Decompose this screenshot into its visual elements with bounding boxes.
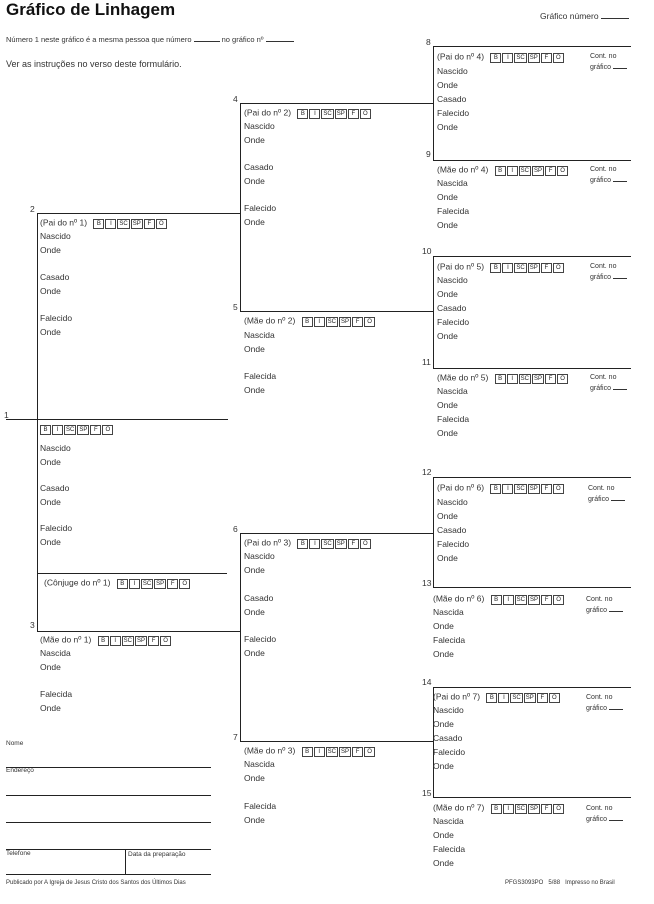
died-label: Falecida: [437, 414, 470, 424]
married-label: Casado: [437, 525, 467, 535]
where-label: Onde: [244, 565, 265, 575]
born-label: Nascida: [40, 648, 71, 658]
form-code: PFGS3093PO 5/88 Impresso no Brasil: [505, 880, 615, 886]
phone-label: Telefone: [6, 850, 31, 857]
where-label: Onde: [244, 607, 265, 617]
married-label: Casado: [437, 303, 467, 313]
line-p4: [240, 103, 433, 104]
where-label: Onde: [40, 662, 61, 672]
died-label: Falecida: [40, 689, 73, 699]
born-label: Nascida: [244, 759, 275, 769]
ordinance-boxes: B I SC SP F O: [486, 691, 560, 703]
person-9-header: (Mãe do nº 4) B I SC SP F O: [437, 164, 569, 176]
line-p2: [37, 213, 240, 214]
cont-note: Cont. no gráfico: [586, 595, 623, 616]
person-6-header: (Pai do nº 3) B I SC SP F O: [244, 537, 372, 549]
where-label: Onde: [433, 761, 454, 771]
ordinance-boxes: B I SC SP F O: [495, 372, 569, 384]
ordinance-boxes: B I SC SP F O: [98, 634, 172, 646]
ordinance-boxes: B I SC SP F O: [302, 315, 376, 327]
person-12-header: (Pai do nº 6) B I SC SP F O: [437, 482, 565, 494]
bracket-p6: [433, 477, 434, 587]
where-label: Onde: [437, 80, 458, 90]
died-label: Falecida: [433, 635, 466, 645]
bracket-p2: [240, 103, 241, 311]
chart-number-label: Gráfico número: [540, 11, 629, 21]
ordinance-boxes: B I SC SP F O: [93, 217, 167, 229]
where-label: Onde: [437, 220, 458, 230]
ordinance-boxes: B I SC SP F O: [491, 802, 565, 814]
address-line-2: [6, 822, 211, 823]
bracket-p3: [240, 533, 241, 741]
page-title: Gráfico de Linhagem: [6, 0, 176, 19]
cont-note: Cont. no gráfico: [588, 484, 625, 505]
person-15-header: (Mãe do nº 7) B I SC SP F O: [433, 802, 565, 814]
person-number: 6: [233, 524, 238, 534]
died-label: Falecido: [437, 539, 470, 549]
where-label: Onde: [437, 400, 458, 410]
where-label: Onde: [437, 511, 458, 521]
bracket-p4: [433, 46, 434, 160]
ordinance-boxes: B I SC SP F O: [40, 423, 114, 435]
person-3-header: (Mãe do nº 1) B I SC SP F O: [40, 634, 172, 646]
died-label: Falecida: [433, 844, 466, 854]
ordinance-boxes: B I SC SP F O: [490, 261, 564, 273]
where-label: Onde: [437, 553, 458, 563]
born-label: Nascida: [433, 607, 464, 617]
cont-note: Cont. no gráfico: [586, 693, 623, 714]
line-spouse: [37, 573, 227, 574]
ordinance-boxes: B I SC SP F O: [297, 107, 371, 119]
line-p7: [240, 741, 433, 742]
died-label: Falecida: [437, 206, 470, 216]
died-label: Falecido: [244, 203, 277, 213]
where-label: Onde: [40, 537, 61, 547]
person-number: 15: [422, 788, 432, 798]
where-label: Onde: [40, 703, 61, 713]
died-label: Falecido: [437, 108, 470, 118]
died-label: Falecido: [40, 523, 73, 533]
where-label: Onde: [433, 830, 454, 840]
address-label: Endereço: [6, 767, 34, 774]
where-label: Onde: [244, 648, 265, 658]
where-label: Onde: [40, 457, 61, 467]
where-label: Onde: [437, 289, 458, 299]
born-label: Nascido: [437, 275, 468, 285]
line-p12: [433, 477, 631, 478]
died-label: Falecido: [433, 747, 466, 757]
where-label: Onde: [244, 815, 265, 825]
person-5-header: (Mãe do nº 2) B I SC SP F O: [244, 315, 376, 327]
person-number: 5: [233, 302, 238, 312]
where-label: Onde: [244, 135, 265, 145]
ordinance-boxes: B I SC SP F O: [490, 482, 564, 494]
person-7-header: (Mãe do nº 3) B I SC SP F O: [244, 745, 376, 757]
ordinance-boxes: B I SC SP F O: [297, 537, 371, 549]
born-label: Nascido: [433, 705, 464, 715]
where-label: Onde: [433, 649, 454, 659]
line-p9: [433, 160, 631, 161]
person-number: 11: [422, 357, 431, 367]
born-label: Nascida: [437, 386, 468, 396]
person-number: 9: [426, 149, 431, 159]
person-8-header: (Pai do nº 4) B I SC SP F O: [437, 51, 565, 63]
name-line: [6, 767, 211, 768]
married-label: Casado: [433, 733, 463, 743]
cont-note: Cont. no gráfico: [590, 262, 627, 283]
where-label: Onde: [437, 428, 458, 438]
address-line-3: [6, 849, 211, 850]
person-14-header: (Pai do nº 7) B I SC SP F O: [433, 691, 561, 703]
line-p14: [433, 687, 631, 688]
born-label: Nascida: [437, 178, 468, 188]
person-2-header: (Pai do nº 1) B I SC SP F O: [40, 217, 168, 229]
line-p15: [433, 797, 631, 798]
where-label: Onde: [433, 858, 454, 868]
publisher-text: Publicado por A Igreja de Jesus Cristo dos Santos dos Últimos Dias: [6, 880, 186, 886]
line-p13: [433, 587, 631, 588]
born-label: Nascido: [437, 497, 468, 507]
line-p5: [240, 311, 433, 312]
ordinance-boxes: B I SC SP F O: [490, 51, 564, 63]
spouse-header: (Cônjuge do nº 1) B I SC SP F O: [44, 577, 191, 589]
born-label: Nascida: [244, 330, 275, 340]
line-p6: [240, 533, 433, 534]
cont-note: Cont. no gráfico: [590, 52, 627, 73]
ordinance-boxes: B I SC SP F O: [302, 745, 376, 757]
married-label: Casado: [244, 593, 274, 603]
line-p10: [433, 256, 631, 257]
person-number: 4: [233, 94, 238, 104]
bracket-p5: [433, 256, 434, 368]
person-number: 8: [426, 37, 431, 47]
died-label: Falecido: [437, 317, 470, 327]
where-label: Onde: [437, 331, 458, 341]
born-label: Nascido: [244, 551, 275, 561]
cont-note: Cont. no gráfico: [586, 804, 623, 825]
person-number: 2: [30, 204, 35, 214]
person-4-header: (Pai do nº 2) B I SC SP F O: [244, 107, 372, 119]
bracket-p1: [37, 213, 38, 631]
where-label: Onde: [244, 385, 265, 395]
where-label: Onde: [40, 245, 61, 255]
born-label: Nascido: [244, 121, 275, 131]
footer-bottom-line: [6, 874, 211, 875]
footer-divider: [125, 849, 126, 874]
born-label: Nascido: [40, 443, 71, 453]
person-number: 14: [422, 677, 432, 687]
cont-note: Cont. no gráfico: [590, 165, 627, 186]
prep-date-label: Data da preparação: [128, 851, 186, 858]
born-label: Nascido: [40, 231, 71, 241]
ordinance-boxes: B I SC SP F O: [495, 164, 569, 176]
person-1-ord: [40, 423, 114, 435]
where-label: Onde: [244, 773, 265, 783]
died-label: Falecido: [40, 313, 73, 323]
ordinance-boxes: B I SC SP F O: [117, 577, 191, 589]
where-label: Onde: [40, 497, 61, 507]
born-label: Nascido: [437, 66, 468, 76]
born-label: Nascida: [433, 816, 464, 826]
ordinance-boxes: B I SC SP F O: [491, 593, 565, 605]
person-number: 3: [30, 620, 35, 630]
where-label: Onde: [433, 719, 454, 729]
same-person-line: Número 1 neste gráfico é a mesma pessoa que número no gráfico nº: [6, 35, 294, 45]
address-line-1: [6, 795, 211, 796]
person-number: 13: [422, 578, 432, 588]
died-label: Falecida: [244, 371, 277, 381]
line-p1: [6, 419, 228, 420]
where-label: Onde: [244, 217, 265, 227]
where-label: Onde: [244, 344, 265, 354]
person-number: 7: [233, 732, 238, 742]
person-number: 12: [422, 467, 432, 477]
where-label: Onde: [437, 192, 458, 202]
where-label: Onde: [244, 176, 265, 186]
person-11-header: (Mãe do nº 5) B I SC SP F O: [437, 372, 569, 384]
where-label: Onde: [40, 327, 61, 337]
person-number: 1: [4, 410, 9, 420]
married-label: Casado: [40, 483, 70, 493]
where-label: Onde: [433, 621, 454, 631]
line-p8: [433, 46, 631, 47]
cont-note: Cont. no gráfico: [590, 373, 627, 394]
person-number: 10: [422, 246, 432, 256]
where-label: Onde: [40, 286, 61, 296]
name-label: Nome: [6, 740, 24, 747]
person-13-header: (Mãe do nº 6) B I SC SP F O: [433, 593, 565, 605]
line-p11: [433, 368, 631, 369]
married-label: Casado: [244, 162, 274, 172]
instructions-line: Ver as instruções no verso deste formulário.: [6, 59, 182, 69]
died-label: Falecido: [244, 634, 277, 644]
married-label: Casado: [40, 272, 70, 282]
where-label: Onde: [437, 122, 458, 132]
person-10-header: (Pai do nº 5) B I SC SP F O: [437, 261, 565, 273]
married-label: Casado: [437, 94, 467, 104]
died-label: Falecida: [244, 801, 277, 811]
line-p3: [37, 631, 240, 632]
